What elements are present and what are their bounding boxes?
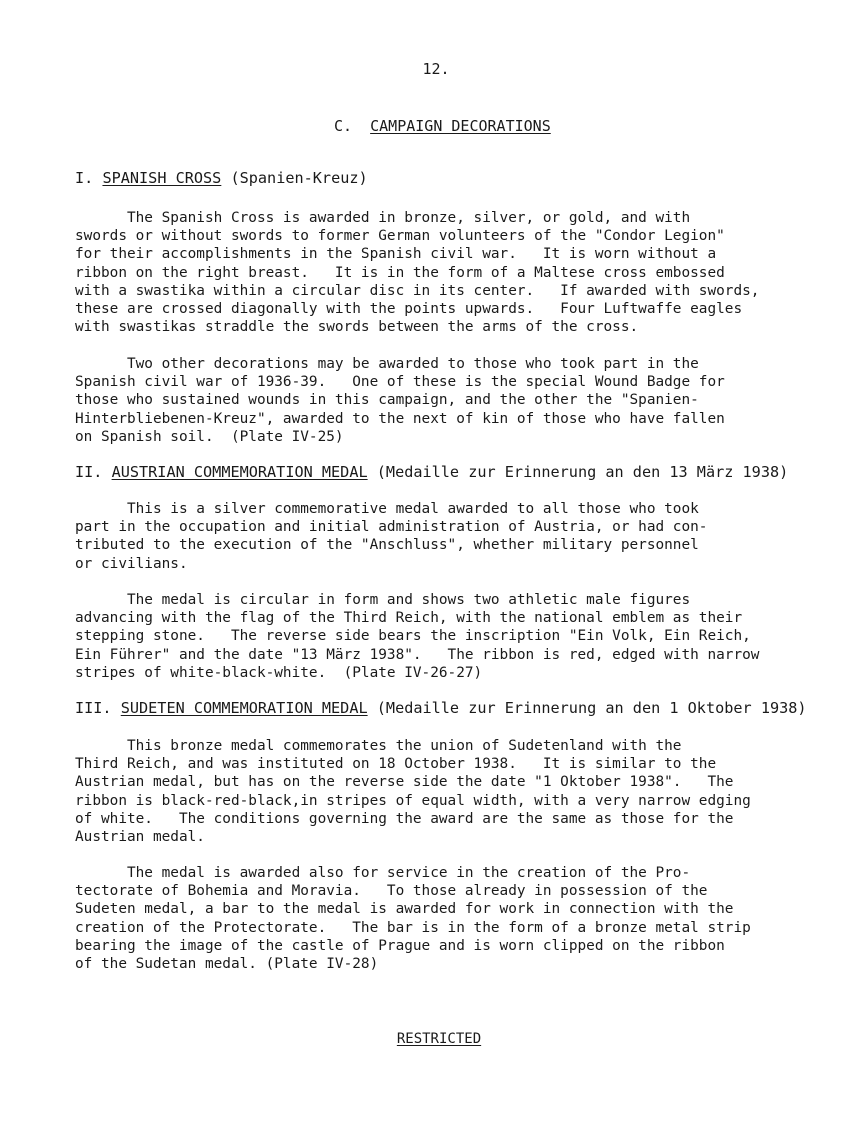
paragraph: Two other decorations may be awarded to those who took part in the Spanish civil war of 1936-39. One of these is the special Wound Badge for those who sustained wounds in this campaign, and the other the "Spanien- Hinterbliebenen-Kreuz", awarded to the next of kin of those who have fallen on Spanish soil. (Plate IV-25) bbox=[75, 356, 725, 445]
item-numeral: II. bbox=[75, 463, 103, 481]
item-name: AUSTRIAN COMMEMORATION MEDAL bbox=[111, 463, 368, 481]
item-name: SUDETEN COMMEMORATION MEDAL bbox=[120, 699, 368, 717]
section-title bbox=[334, 117, 551, 135]
item-spanish-cross-paragraph-1 bbox=[75, 209, 805, 336]
section-letter: C. bbox=[334, 117, 353, 135]
item-austrian-medal-paragraph-1 bbox=[75, 500, 805, 573]
item-austrian-medal bbox=[75, 462, 805, 482]
item-sudeten-medal bbox=[75, 698, 805, 718]
paragraph: The medal is awarded also for service in the creation of the Pro- tectorate of Bohemia and Moravia. To those already in possession of the Sudeten medal, a bar to the medal is awarded for work in connection with the creation of the Protectorate. The bar is in the form of a bronze metal strip bearing the image of the castle of Prague and is worn clipped on the ribbon of the Sudetan medal. (Plate IV-28) bbox=[75, 865, 751, 973]
item-sudeten-medal-paragraph-1 bbox=[75, 737, 805, 846]
item-spanish-cross bbox=[75, 168, 805, 188]
item-subtitle: (Medaille zur Erinnerung an den 1 Oktober 1938) bbox=[376, 699, 807, 717]
item-heading bbox=[75, 168, 805, 188]
item-numeral: III. bbox=[75, 699, 112, 717]
item-numeral: I. bbox=[75, 169, 94, 187]
paragraph: The medal is circular in form and shows two athletic male figures advancing with the flag of the Third Reich, with the national emblem as their stepping stone. The reverse side bears the inscription "Ein Volk, Ein Reich, Ein Führer" and the date "13 März 1938". The ribbon is red, edged with narrow stripes of white-black-white. (Plate IV-26-27) bbox=[75, 592, 760, 681]
item-austrian-medal-paragraph-2 bbox=[75, 591, 805, 682]
paragraph: The Spanish Cross is awarded in bronze, silver, or gold, and with swords or without swords to former German volunteers of the "Condor Legion" for their accomplishments in the Spanish civil war. It is worn without a ribbon on the right breast. It is in the form of a Maltese cross embossed with a swastika within a circular disc in its center. If awarded with swords, these are crossed diagonally with the points upwards. Four Luftwaffe eagles with swastikas straddle the swords between the arms of the cross. bbox=[75, 210, 760, 336]
item-subtitle: (Medaille zur Erinnerung an den 13 März 1938) bbox=[376, 463, 789, 481]
page-number bbox=[0, 60, 864, 78]
page-number-text: 12. bbox=[422, 60, 450, 78]
paragraph: This is a silver commemorative medal awarded to all those who took part in the occupation and initial administration of Austria, or had con- tributed to the execution of the "Anschluss", whether military personnel or civilians. bbox=[75, 501, 708, 572]
item-heading bbox=[75, 698, 805, 718]
item-name: SPANISH CROSS bbox=[102, 169, 222, 187]
paragraph: This bronze medal commemorates the union of Sudetenland with the Third Reich, and was instituted on 18 October 1938. It is similar to the Austrian medal, but has on the reverse side the date "1 Oktober 1938". The ribbon is black-red-black,in stripes of equal width, with a very narrow edging of white. The conditions governing the award are the same as those for the Austrian medal. bbox=[75, 738, 751, 846]
footer-classification bbox=[0, 1031, 864, 1047]
item-heading bbox=[75, 462, 805, 482]
section-title-text: CAMPAIGN DECORATIONS bbox=[370, 117, 551, 135]
item-subtitle: (Spanien-Kreuz) bbox=[230, 169, 368, 187]
item-sudeten-medal-paragraph-2 bbox=[75, 864, 805, 973]
footer-text: RESTRICTED bbox=[396, 1031, 482, 1047]
item-spanish-cross-paragraph-2 bbox=[75, 355, 805, 446]
